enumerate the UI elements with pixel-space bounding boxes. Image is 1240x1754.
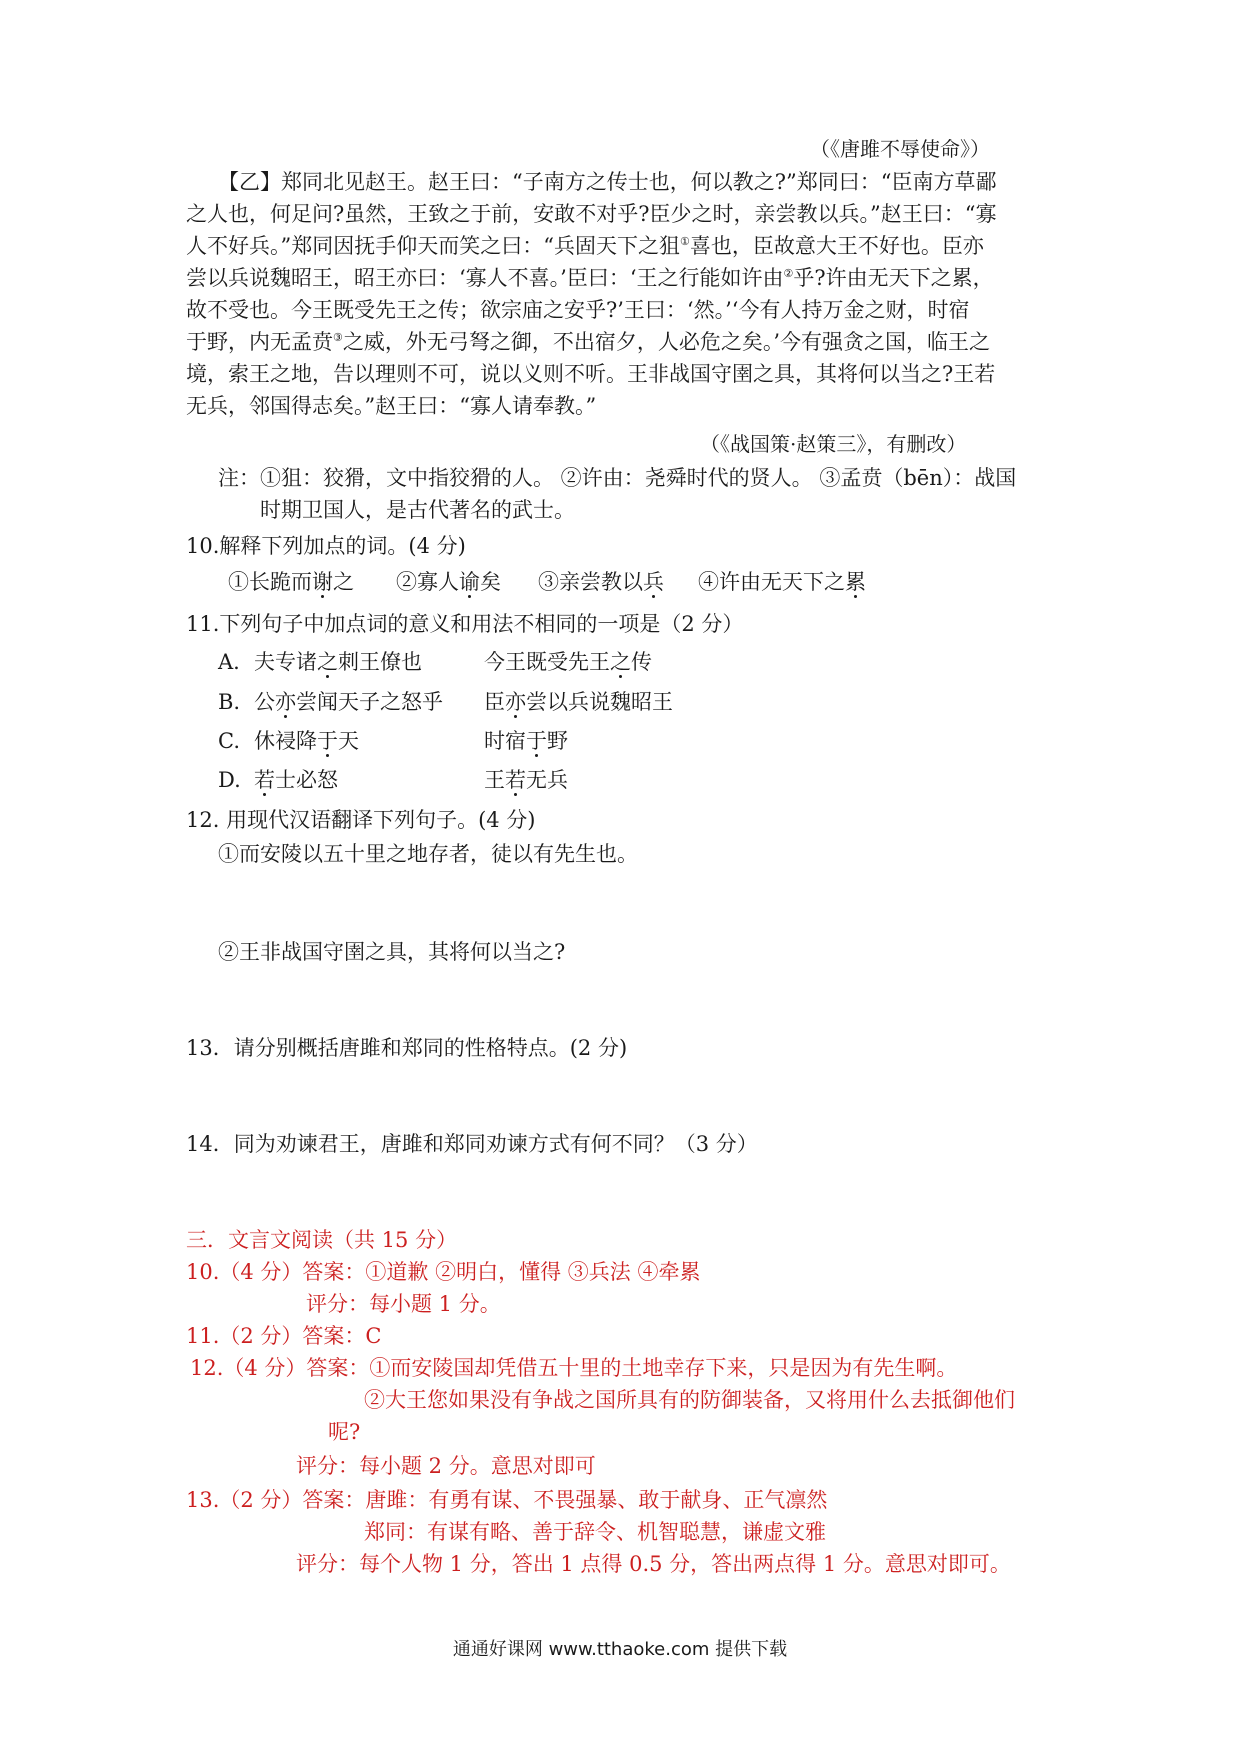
passage-line: 境，索王之地，告以理则不可，说以义则不听。王非战国守圉之具，其将何以当之?王若 (186, 362, 996, 386)
question-11-title: 11.下列句子中加点词的意义和用法不相同的一项是（2 分） (186, 612, 744, 636)
source-citation-a: （《唐雎不辱使命》） (810, 137, 990, 161)
option-left: 休祲降于天 (254, 729, 359, 753)
question-10-item: ③亲尝教以兵 (538, 570, 664, 594)
note-marker: ② (783, 267, 794, 280)
option-right: 臣亦尝以兵说魏昭王 (484, 690, 673, 714)
passage-line: 于野，内无孟贲③之威，外无弓弩之御，不出宿夕，人必危之矣。’今有强贪之国，临王之 (186, 330, 991, 354)
question-12-title: 12. 用现代汉语翻译下列句子。(4 分) (186, 808, 536, 832)
dotted-word: 于 (317, 729, 338, 753)
dotted-word: 若 (254, 768, 275, 792)
dotted-word: 亦 (505, 690, 526, 714)
option-label: B. (218, 690, 241, 714)
option-right: 王若无兵 (484, 768, 568, 792)
dotted-word: 之 (317, 650, 338, 674)
option-left: 夫专诸之刺王僚也 (254, 650, 422, 674)
option-label: D. (218, 768, 241, 792)
note-marker: ① (679, 235, 690, 248)
dotted-word: 之 (610, 650, 631, 674)
passage-line: 故不受也。今王既受先王之传；欲宗庙之安乎?’王曰：‘然。’‘今有人持万金之财，时宿 (186, 298, 970, 322)
dotted-word: 亦 (275, 690, 296, 714)
question-12-item: ①而安陵以五十里之地存者，徒以有先生也。 (218, 842, 638, 866)
passage-line: 尝以兵说魏昭王，昭王亦曰：‘寡人不喜。’臣曰：‘王之行能如许由②乎?许由无天下之累， (186, 266, 994, 290)
answer-10: 10.（4 分）答案：①道歉 ②明白，懂得 ③兵法 ④牵累 (186, 1260, 701, 1284)
question-10-item: ②寡人谕矣 (396, 570, 501, 594)
dotted-word: 谢 (312, 570, 333, 594)
question-10-item: ④许由无天下之累 (698, 570, 866, 594)
answer-12-line: ②大王您如果没有争战之国所具有的防御装备，又将用什么去抵御他们 (364, 1388, 1015, 1412)
passage-line: 之人也，何足问?虽然，王致之于前，安敢不对乎?臣少之时，亲尝教以兵。”赵王曰：“寡 (186, 202, 997, 226)
option-label: A. (218, 650, 240, 674)
passage-line: 人不好兵。”郑同因抚手仰天而笑之曰：“兵固天下之狙①喜也，臣故意大王不好也。臣亦 (186, 234, 984, 258)
dotted-word: 累 (845, 570, 866, 594)
dotted-word: 兵 (643, 570, 664, 594)
option-left: 公亦尝闻天子之怒乎 (254, 690, 443, 714)
answer-13-line: 郑同：有谋有略、善于辞令、机智聪慧，谦虚文雅 (364, 1520, 826, 1544)
answer-12-score: 评分：每小题 2 分。意思对即可 (296, 1454, 596, 1478)
question-12-item: ②王非战国守圉之具，其将何以当之? (218, 940, 566, 964)
option-left: 若士必怒 (254, 768, 338, 792)
passage-line: 【乙】郑同北见赵王。赵王曰：“子南方之传士也，何以教之?”郑同曰：“臣南方草鄙 (218, 170, 997, 194)
answer-13-score: 评分：每个人物 1 分，答出 1 点得 0.5 分，答出两点得 1 分。意思对即可。 (296, 1552, 1011, 1576)
dotted-word: 谕 (459, 570, 480, 594)
option-right: 今王既受先王之传 (484, 650, 652, 674)
answer-section-title: 三．文言文阅读（共 15 分） (186, 1228, 458, 1252)
source-citation-b: （《战国策·赵策三》，有删改） (700, 432, 967, 456)
answer-13: 13.（2 分）答案：唐雎：有勇有谋、不畏强暴、敢于献身、正气凛然 (186, 1488, 828, 1512)
answer-12-line: 呢? (328, 1420, 361, 1444)
annotation-line: 时期卫国人，是古代著名的武士。 (260, 498, 575, 522)
page-footer: 通通好课网 www.tthaoke.com 提供下载 (452, 1639, 788, 1660)
passage-line: 无兵，邻国得志矣。”赵王曰：“寡人请奉教。” (186, 394, 597, 418)
question-10-item: ①长跪而谢之 (228, 570, 354, 594)
option-label: C. (218, 729, 240, 753)
option-right: 时宿于野 (484, 729, 568, 753)
question-14-title: 14．同为劝谏君王，唐雎和郑同劝谏方式有何不同？（3 分） (186, 1132, 758, 1156)
answer-12: 12.（4 分）答案：①而安陵国却凭借五十里的土地幸存下来，只是因为有先生啊。 (190, 1356, 958, 1380)
dotted-word: 于 (526, 729, 547, 753)
answer-10-score: 评分：每小题 1 分。 (306, 1292, 501, 1316)
answer-11: 11.（2 分）答案：C (186, 1324, 382, 1348)
question-10-title: 10.解释下列加点的词。(4 分) (186, 534, 466, 558)
note-marker: ③ (333, 331, 343, 344)
question-13-title: 13．请分别概括唐雎和郑同的性格特点。(2 分) (186, 1036, 628, 1060)
annotation-line: 注：①狙：狡猾，文中指狡猾的人。 ②许由：尧舜时代的贤人。 ③孟贲（bēn）：战国 (218, 466, 1017, 490)
dotted-word: 若 (505, 768, 526, 792)
